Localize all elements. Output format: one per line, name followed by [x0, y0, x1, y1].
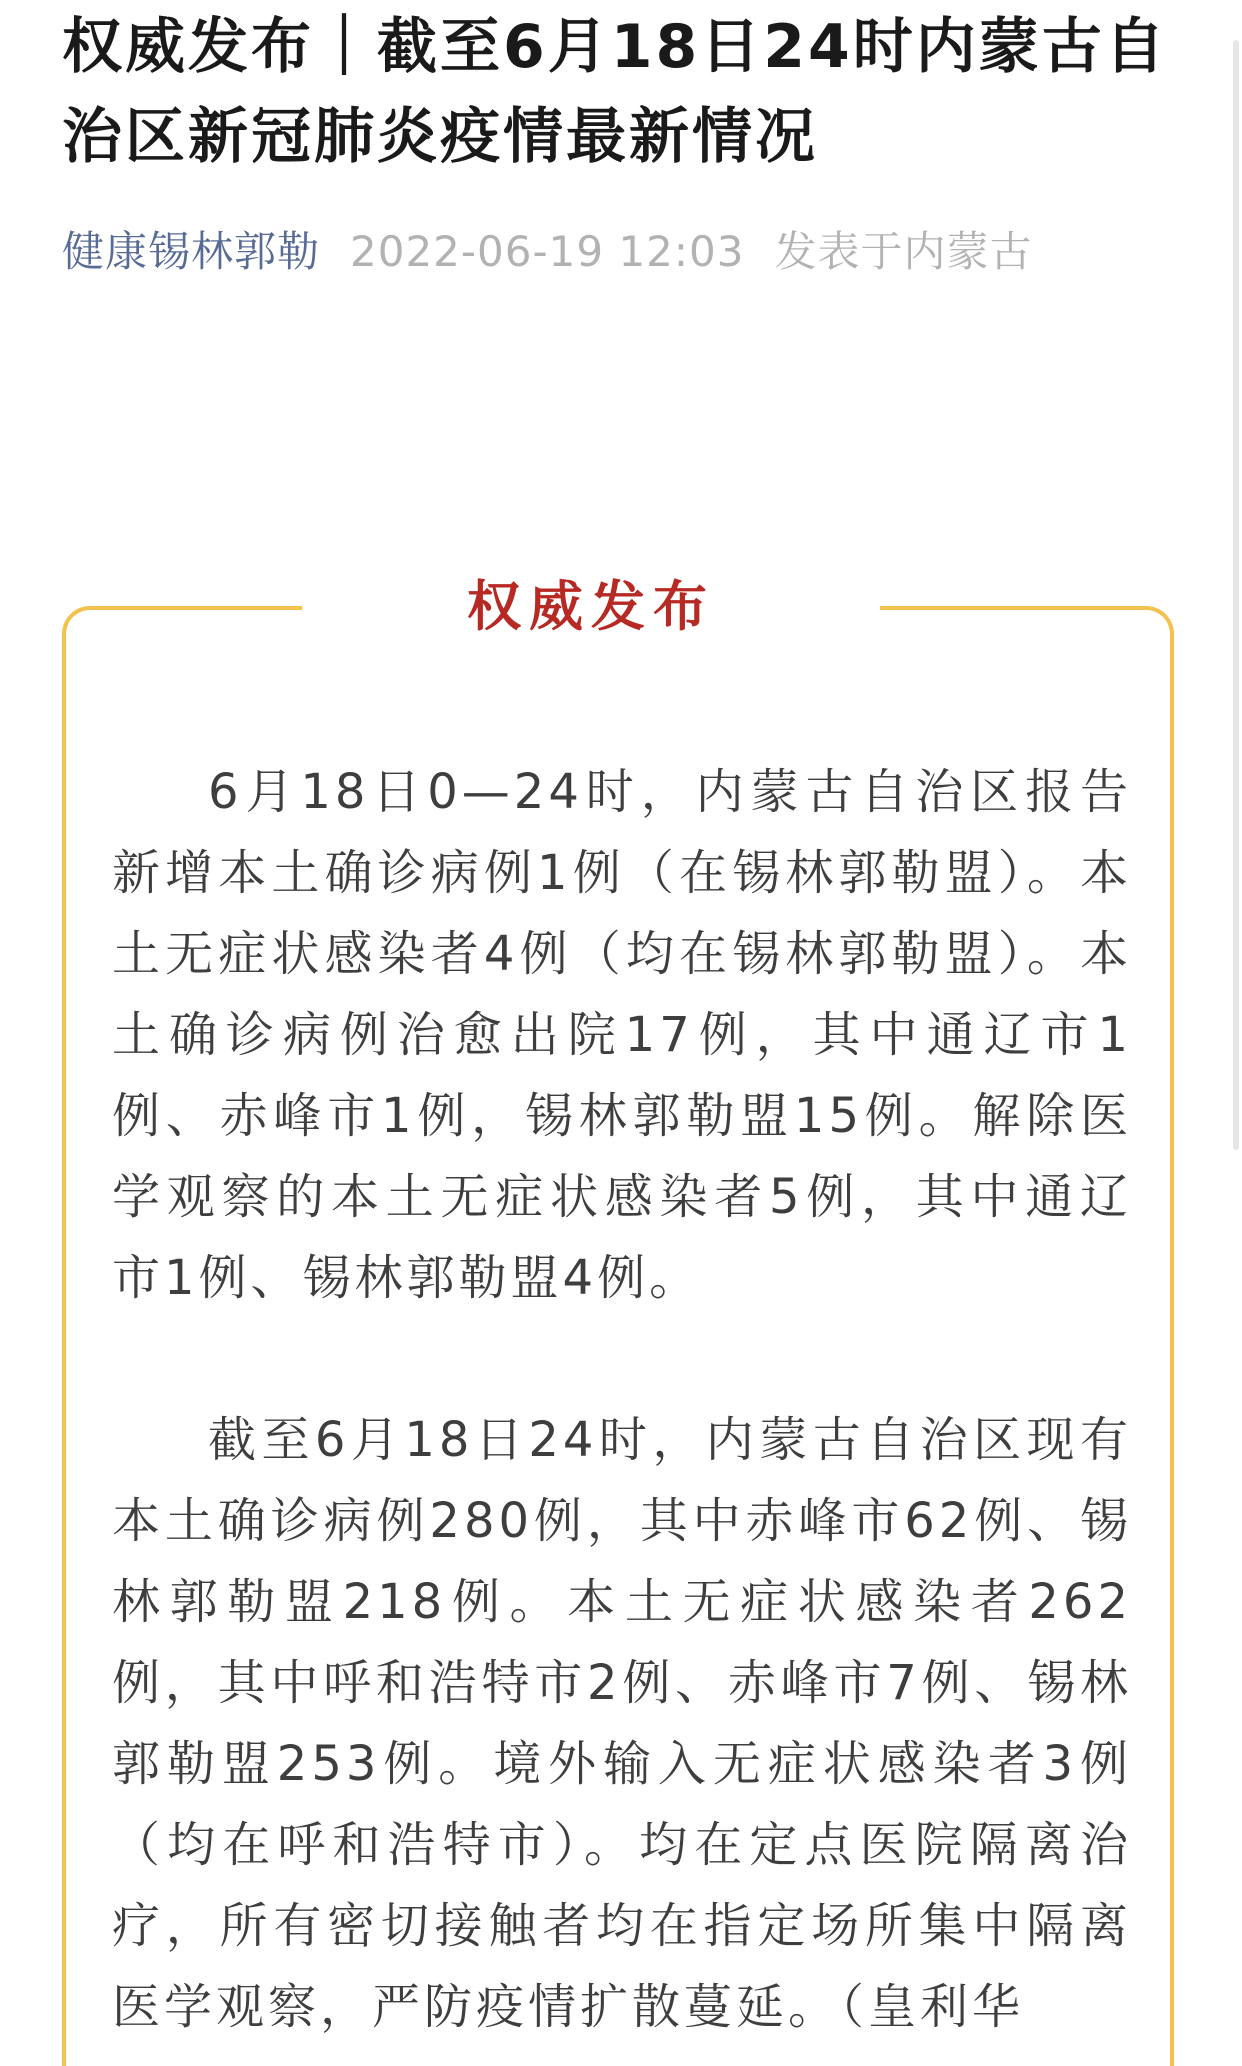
scrollbar-thumb[interactable] — [1233, 40, 1239, 1150]
publish-location: 发表于内蒙古 — [774, 227, 1033, 276]
notice-body — [112, 752, 1132, 2048]
notice-paragraph-2: 截至6月18日24时，内蒙古自治区现有本土确诊病例280例，其中赤峰市62例、锡林郭勒盟218例。本土无症状感染者262例，其中呼和浩特市2例、赤峰市7例、锡林郭勒盟253例。境外输入无症状感染者3例（均在呼和浩特市）。均在定点医院隔离治疗，所有密切接触者均在指定场所集中隔离医学观察，严防疫情扩散蔓延。（皇利华 — [112, 1412, 1132, 2035]
publish-time: 2022-06-19 12:03 — [350, 227, 745, 276]
article-meta — [62, 222, 1033, 282]
scrollbar-track[interactable] — [1230, 0, 1242, 2016]
notice-paragraph-1: 6月18日0—24时，内蒙古自治区报告新增本土确诊病例1例（在锡林郭勒盟）。本土无症状感染者4例（均在锡林郭勒盟）。本土确诊病例治愈出院17例，其中通辽市1例、赤峰市1例，锡林郭勒盟15例。解除医学观察的本土无症状感染者5例，其中通辽市1例、锡林郭勒盟4例。 — [112, 764, 1132, 1306]
notice-heading: 权威发布 — [467, 575, 715, 638]
article-title: 权威发布｜截至6月18日24时内蒙古自治区新冠肺炎疫情最新情况 — [62, 12, 1168, 172]
account-name-link[interactable]: 健康锡林郭勒 — [62, 227, 321, 276]
